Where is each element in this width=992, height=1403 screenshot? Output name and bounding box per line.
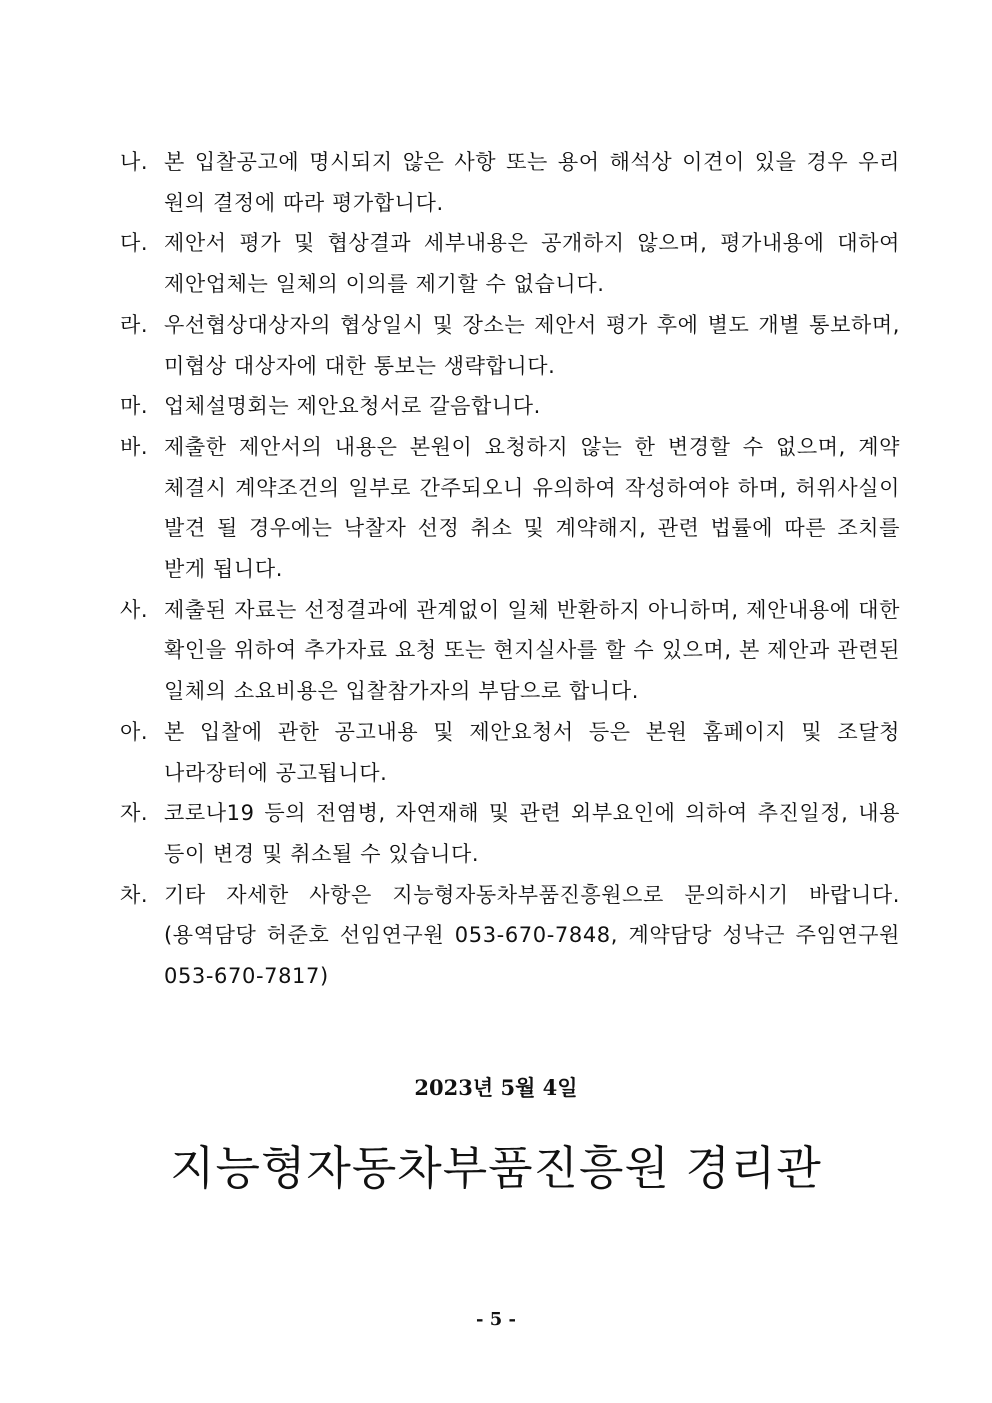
notice-items	[120, 142, 900, 997]
notice-item-ba	[120, 427, 900, 590]
item-text: 기타 자세한 사항은 지능형자동차부품진흥원으로 문의하시기 바랍니다.(용역담당 허준호 선임연구원 053-670-7848, 계약담당 성낙근 주임연구원 053-670-7817)	[164, 882, 900, 989]
item-marker: 차.	[120, 882, 149, 907]
item-text: 업체설명회는 제안요청서로 갈음합니다.	[164, 394, 541, 419]
notice-item-a	[120, 712, 900, 793]
item-text: 본 입찰에 관한 공고내용 및 제안요청서 등은 본원 홈페이지 및 조달청 나라장터에 공고됩니다.	[164, 719, 900, 785]
item-text: 본 입찰공고에 명시되지 않은 사항 또는 용어 해석상 이견이 있을 경우 우리 원의 결정에 따라 평가합니다.	[164, 150, 900, 215]
notice-item-da	[120, 223, 900, 304]
issuer-title: 지능형자동차부품진흥원 경리관	[170, 1141, 822, 1195]
notice-item-cha	[120, 875, 900, 997]
item-marker: 나.	[120, 150, 149, 174]
page-number: - 5 -	[476, 1309, 516, 1330]
notice-item-ra	[120, 305, 900, 386]
item-marker: 바.	[120, 434, 149, 459]
notice-item-ma	[120, 386, 900, 427]
notice-item-ja	[120, 793, 900, 874]
item-marker: 다.	[120, 231, 149, 256]
item-text: 제출된 자료는 선정결과에 관계없이 일체 반환하지 아니하며, 제안내용에 대한 확인을 위하여 추가자료 요청 또는 현지실사를 할 수 있으며, 본 제안과 관련된 일체의 소요비용은 입찰참가자의 부담으로 합니다.	[164, 597, 900, 704]
notice-item-sa	[120, 590, 900, 712]
notice-item-na	[120, 142, 900, 223]
item-text: 제안서 평가 및 협상결과 세부내용은 공개하지 않으며, 평가내용에 대하여 제안업체는 일체의 이의를 제기할 수 없습니다.	[164, 231, 900, 297]
item-text: 코로나19 등의 전염병, 자연재해 및 관련 외부요인에 의하여 추진일정, 내용 등이 변경 및 취소될 수 있습니다.	[164, 801, 900, 866]
item-marker: 라.	[120, 312, 149, 337]
item-marker: 자.	[120, 801, 149, 826]
item-marker: 사.	[120, 597, 149, 622]
item-marker: 아.	[120, 719, 149, 744]
notice-date: 2023년 5월 4일	[414, 1075, 578, 1100]
item-marker: 마.	[120, 394, 149, 419]
item-text: 제출한 제안서의 내용은 본원이 요청하지 않는 한 변경할 수 없으며, 계약 체결시 계약조건의 일부로 간주되오니 유의하여 작성하여야 하며, 허위사실이 발견 될 경우에는 낙찰자 선정 취소 및 계약해지, 관련 법률에 따른 조치를 받게 됩니다.	[164, 434, 900, 582]
item-text: 우선협상대상자의 협상일시 및 장소는 제안서 평가 후에 별도 개별 통보하며, 미협상 대상자에 대한 통보는 생략합니다.	[164, 312, 900, 378]
